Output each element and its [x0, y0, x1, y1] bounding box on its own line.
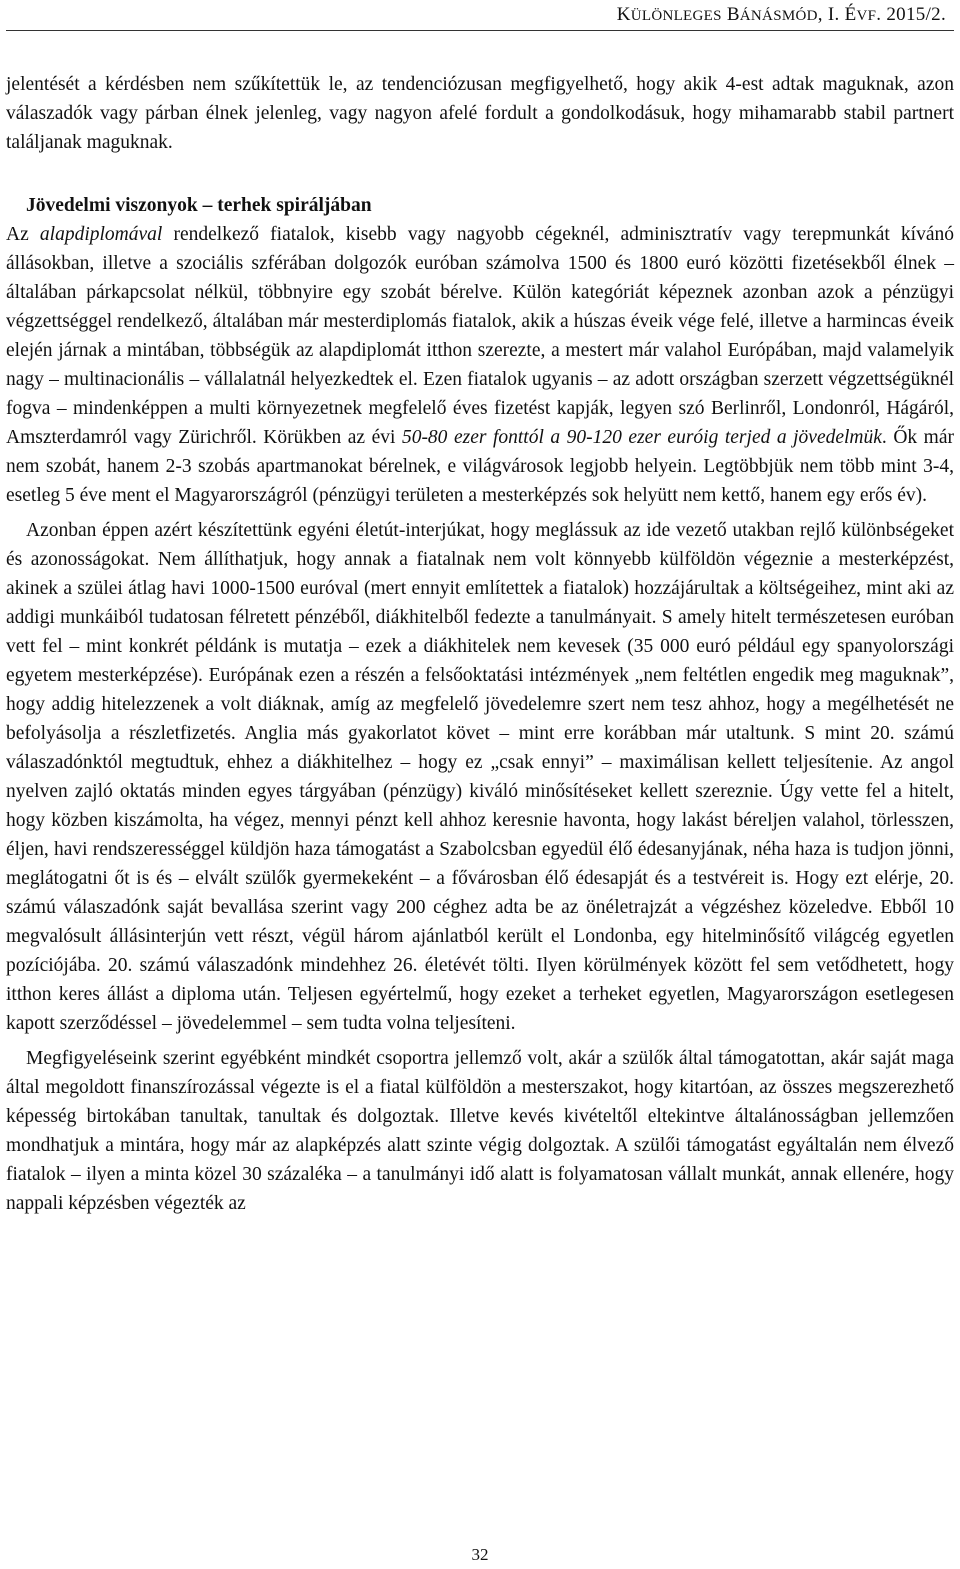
- running-header: KÜLÖNLEGES BÁNÁSMÓD, I. ÉVF. 2015/2.: [616, 4, 946, 25]
- page-number: 32: [471, 1545, 489, 1564]
- paragraph-interviews: Azonban éppen azért készítettünk egyéni életút-interjúkat, hogy meglássuk az ide vezető utakban rejlő különbségeket és azonosságokat. Nem állíthatjuk, hogy annak a fiatalnak nem volt könnyebb külföldön végeznie a mesterképzést, akinek a szülei átlag havi 1000-1500 euróval (mert ennyit említettek a fiatalok) hozzájárultak a költségeihez, mint aki az addigi munkáiból tudatosan félretett pénzéből, diákhitelből fedezte a tanulmányait. S amely hitelt természetesen euróban vett fel – mint konkrét példánk is mutatja – ezek a diákhitelek nem kevesek (35 000 euró például egy spanyolországi egyetem mesterképzése). Európának ezen a részén a felsőoktatási intézmények „nem feltétlen engedik meg maguknak”, hogy addig hitelezzenek a volt diáknak, amíg az megfelelő jövedelemre szert nem tesz ahhoz, hogy a megélhetését ne befolyásolja a részletfizetés. Anglia más gyakorlatot követ – mint erre korábban már utaltunk. S mint 20. számú válaszadónktól megtudtuk, ehhez a diákhitelhez – hogy ez „csak ennyi” – maximálisan kellett teljesítenie. Az angol nyelven zajló oktatás minden egyes tárgyában (pénzügy) kiváló minősítéseket kellett szereznie. Úgy vette fel a hitelt, hogy közben kiszámolta, ha végez, mennyi pénzt kell ahhoz keresnie havonta, hogy lakást béreljen valahol, törlesszen, éljen, havi rendszerességgel küldjön haza támogatást a Szabolcsban egyedül élő édesanyjának, néha haza is tudjon jönni, meglátogatni őt is és – elvált szülők gyermekeként – a fővárosban élő édesapját és a testvéreit is. Hogy ezt elérje, 20. számú válaszadónk saját bevallása szerint vagy 200 céghez adta be az önéletrajzát a végzéshez közeledve. Ebből 10 megvalósult állásinterjún vett részt, végül három ajánlatból került el Londonba, egy hitelminősítő világcég egyetlen pozíciójába. 20. számú válaszadónk mindehhez 26. életévét tölti. Ilyen körülmények között fel sem vetődhetett, hogy itthon keres állást a diploma után. Teljesen egyértelmű, hogy ezeket a terheket egyetlen, Magyarországon esetlegesen kapott szerződéssel – jövedelemmel – sem tudta volna teljesíteni.: [6, 520, 954, 1034]
- page-body: [6, 70, 954, 1218]
- paragraph-observations: Megfigyeléseink szerint egyébként mindkét csoportra jellemző volt, akár a szülők által támogatottan, akár saját maga által megoldott finanszírozással végezte is el a fiatal külföldön a mesterszakot, hogy kitartóan, az összes megszerezhető képesség birtokában tanultak, tanultak és dolgoztak. Illetve kevés kivételtől eltekintve általánosságban jellemzően mondhatjuk a mintára, hogy már az alapképzés alatt szinte végig dolgoztak. A szülői támogatást egyáltalán nem élvező fiatalok – ilyen a minta közel 30 százaléka – a tanulmányi idő alatt is folyamatosan vállalt munkát, annak ellenére, hogy nappali képzésben végezték az: [6, 1048, 954, 1214]
- paragraph-income: Az alapdiplomával rendelkező fiatalok, kisebb vagy nagyobb cégeknél, adminisztratív vagy terepmunkát kívánó állásokban, illetve a szociális szférában dolgozók euróban számolva 1500 és 1800 euró közötti fizetésekből élnek – általában párkapcsolat nélkül, többnyire egy szobát bérelve. Külön kategóriát képeznek azonban azok a pénzügyi végzettséggel rendelkező, általában már mesterdiplomás fiatalok, akik a húszas éveik vége felé, illetve a harmincas éveik elején járnak a mintában, többségük az alapdiplomát itthon szerezte, a mestert már valahol Európában, majd valamelyik nagy – multinacionális – vállalatnál helyezkedtek el. Ezen fiatalok ugyanis – az adott országban szerzett végzettségüknél fogva – mindenképpen a multi környezetnek megfelelő éves fizetést kapják, legyen szó Berlinről, Londonról, Hágáról, Amszterdamról vagy Zürichről. Körükben az évi 50-80 ezer fonttól a 90-120 ezer euróig terjed a jövedelmük. Ők már nem szobát, hanem 2-3 szobás apartmanokat bérelnek, e világvárosok legjobb helyein. Legtöbbjük nem több mint 3-4, esetleg 5 éve ment el Magyarországról (pénzügyi területen a mesterképzés sok helyütt nem kettő, hanem egy erős év).: [6, 224, 954, 506]
- paragraph-continuation: jelentését a kérdésben nem szűkítettük le, az tendenciózusan megfigyelhető, hogy akik 4-est adtak maguknak, azon válaszadók vagy párban élnek jelenleg, vagy nagyon afelé fordult a gondolkodásuk, hogy mihamarabb stabil partnert találjanak maguknak.: [6, 74, 954, 153]
- section-heading: Jövedelmi viszonyok – terhek spiráljában: [26, 195, 372, 216]
- header-rule: [6, 30, 954, 31]
